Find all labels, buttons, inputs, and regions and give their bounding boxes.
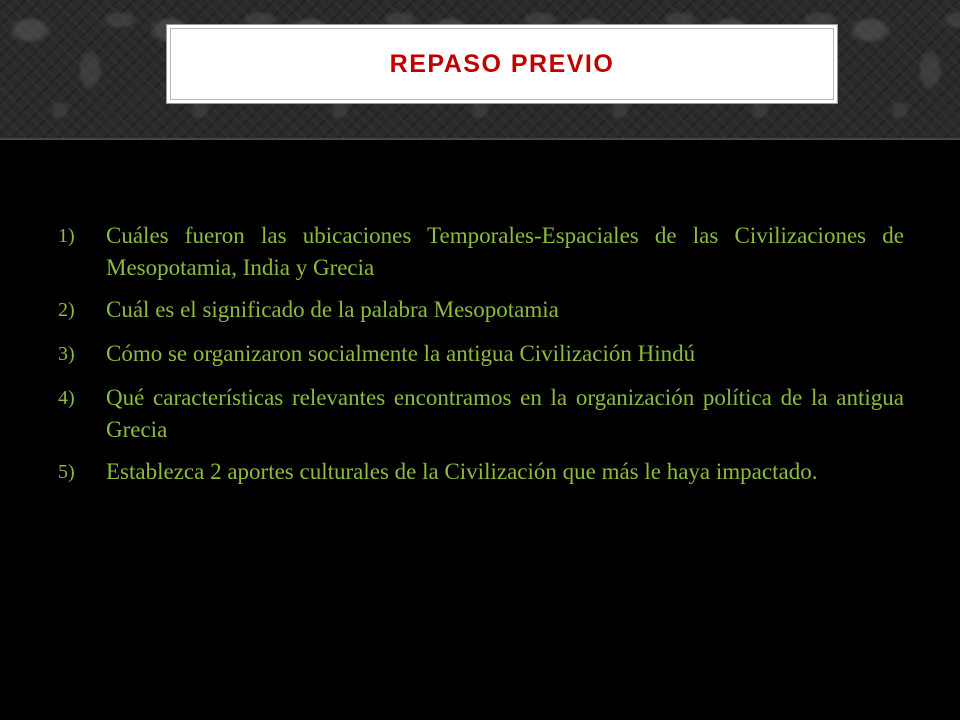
list-item-text: Cuál es el significado de la palabra Mesopotamia bbox=[106, 297, 559, 322]
list-item bbox=[58, 454, 904, 490]
title-box bbox=[166, 24, 838, 104]
list-item-number: 1) bbox=[58, 225, 75, 247]
list-item-text: Cómo se organizaron socialmente la antigua Civilización Hindú bbox=[106, 341, 696, 366]
list-item bbox=[58, 336, 904, 372]
list-item-text: Qué características relevantes encontramos en la organización política de la antigua Grecia bbox=[106, 385, 904, 442]
slide-title: REPASO PREVIO bbox=[389, 49, 615, 78]
list-item-number: 2) bbox=[58, 299, 75, 321]
list-item-number: 3) bbox=[58, 343, 75, 365]
list-item-text: Establezca 2 aportes culturales de la Civilización que más le haya impactado. bbox=[106, 459, 818, 484]
list-item-number: 5) bbox=[58, 461, 75, 483]
list-item-number: 4) bbox=[58, 387, 75, 409]
list-item-text: Cuáles fueron las ubicaciones Temporales-Espaciales de las Civilizaciones de Mesopotamia, India y Grecia bbox=[106, 223, 904, 280]
question-list bbox=[58, 218, 904, 498]
list-item bbox=[58, 292, 904, 328]
list-item bbox=[58, 218, 904, 284]
list-item bbox=[58, 380, 904, 446]
